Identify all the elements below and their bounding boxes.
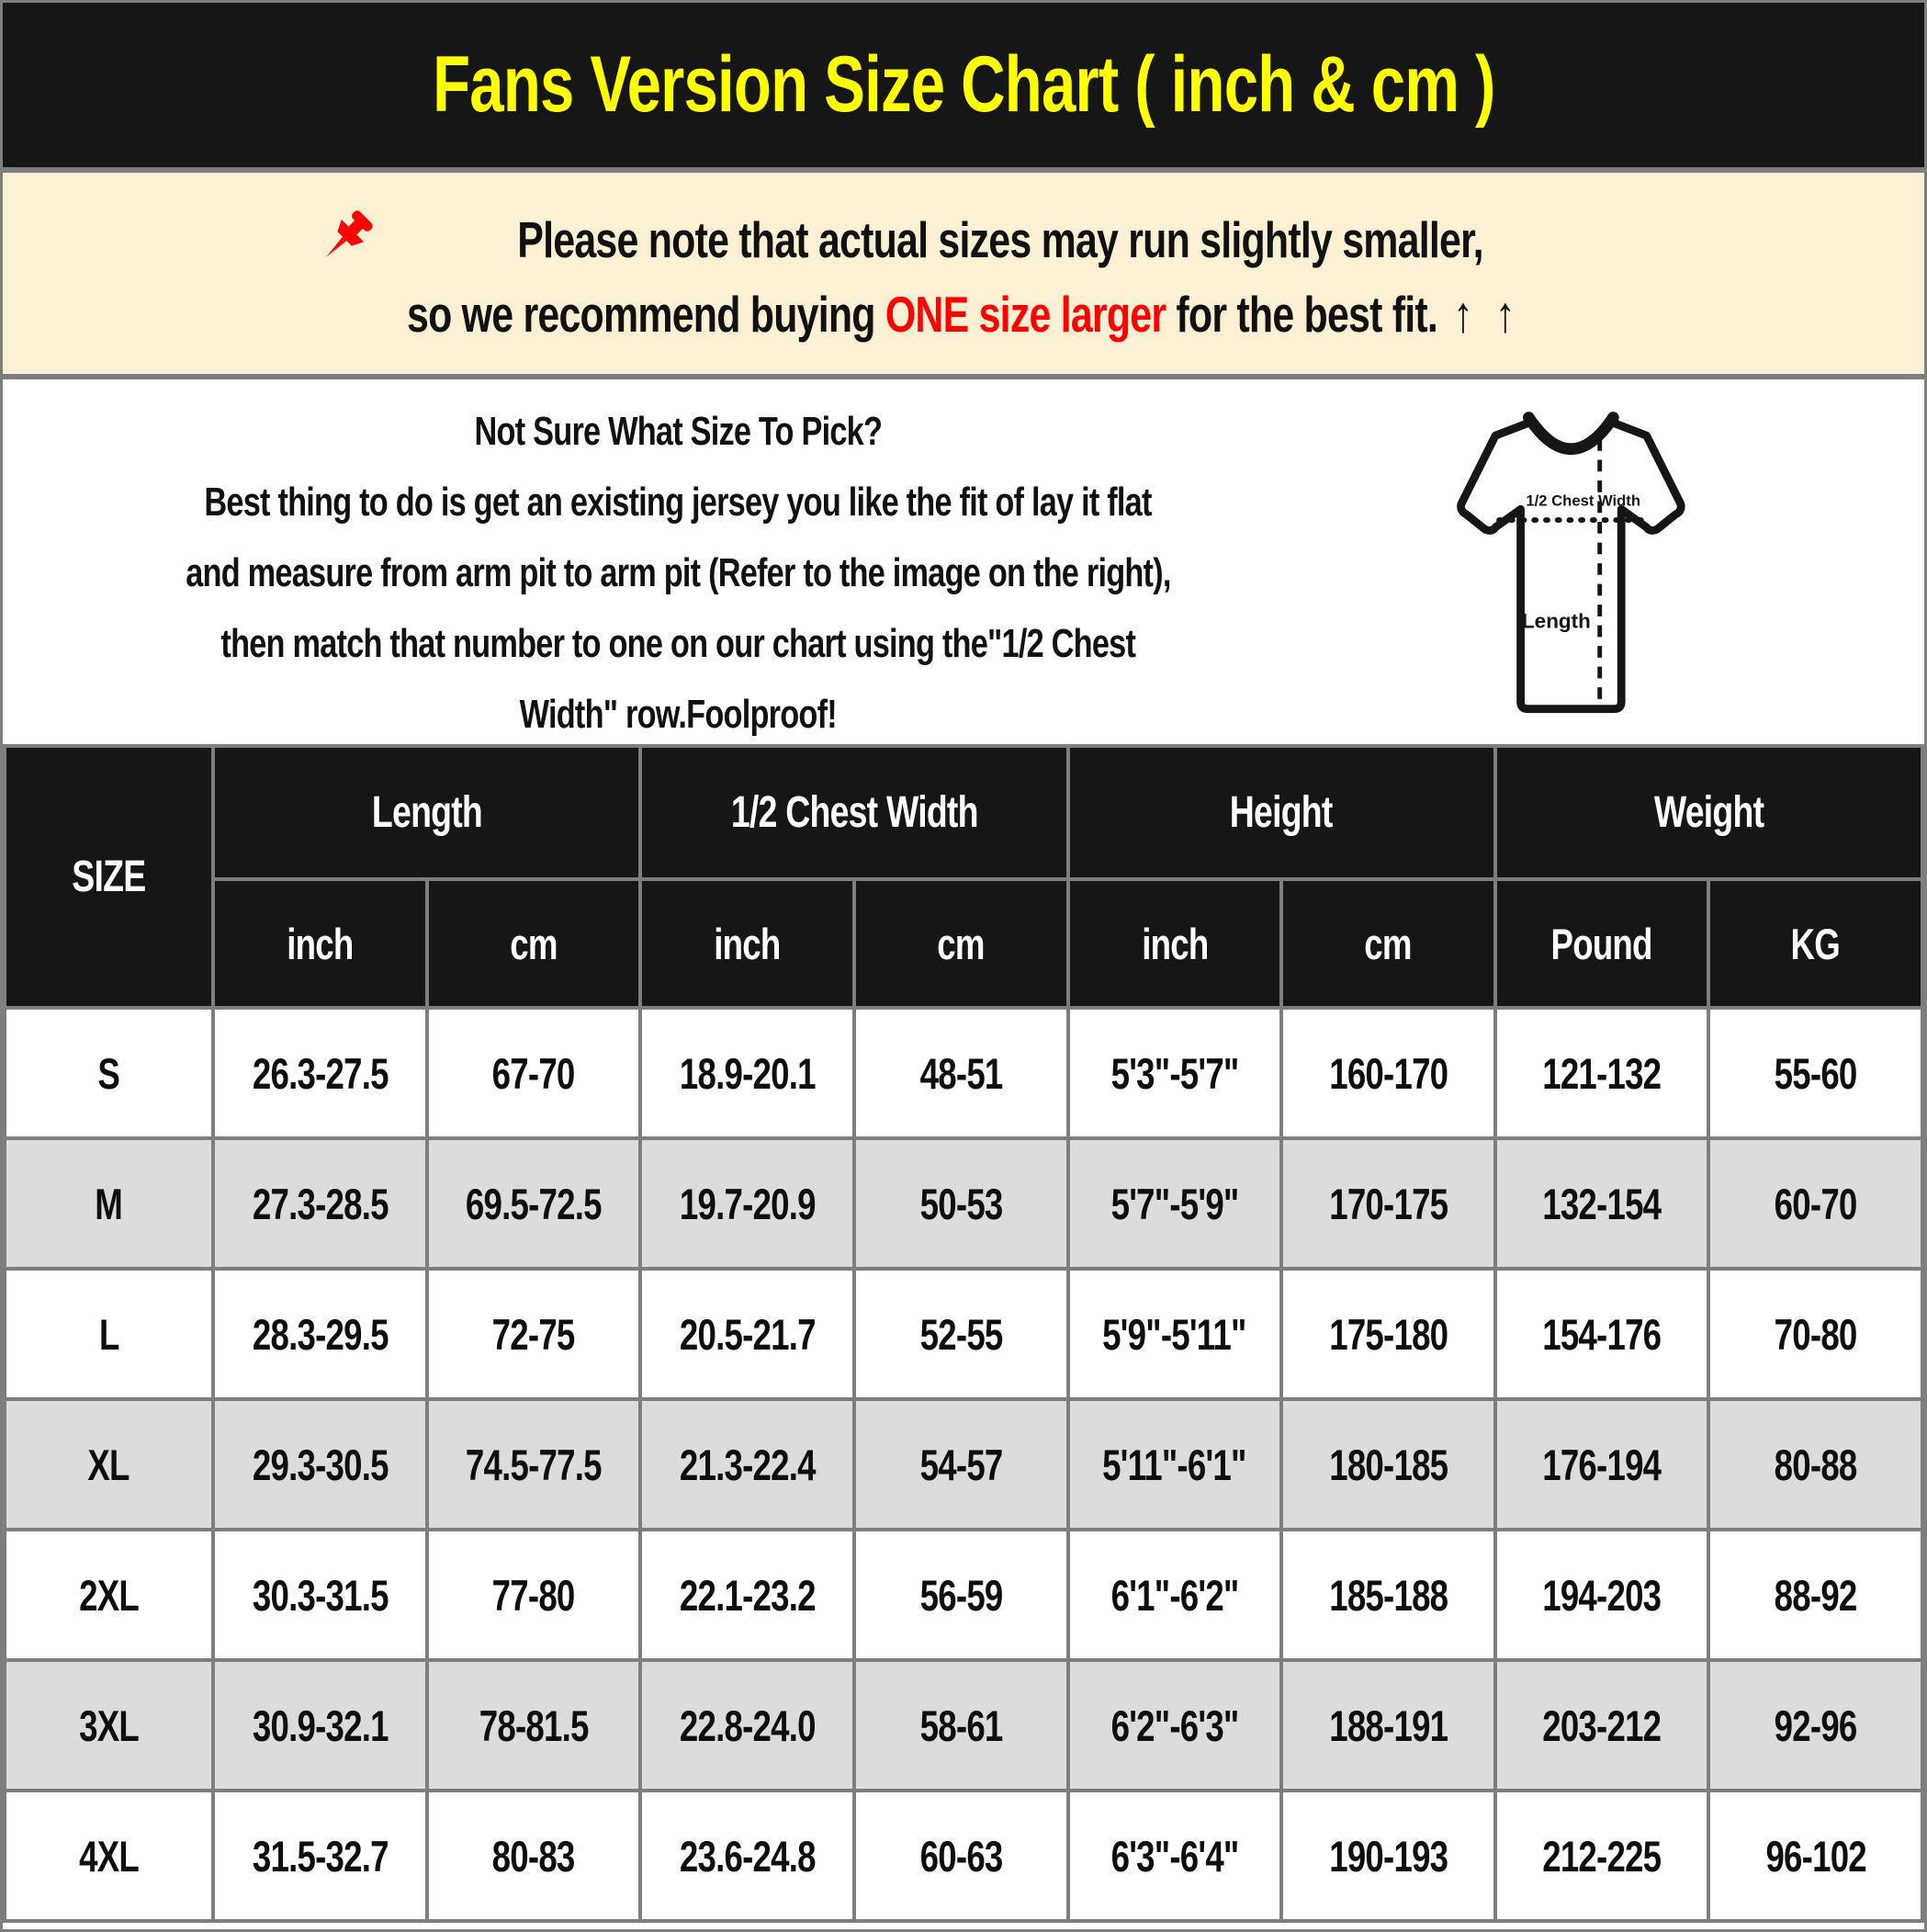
sub-header-length-inch: inch [213,879,427,1008]
table-sub-header-row [5,879,1922,1008]
length-label: Length [1521,609,1591,633]
size-cell: XL [5,1399,213,1530]
group-header-chest-width: 1/2 Chest Width [640,746,1067,879]
value-cell: 154-176 [1495,1269,1709,1399]
value-cell: 80-88 [1708,1399,1922,1530]
size-cell: 2XL [5,1530,213,1660]
value-cell: 52-55 [854,1269,1068,1399]
chest-width-label: 1/2 Chest Width [1526,491,1640,510]
note-highlight: ONE size larger [885,285,1166,343]
sizing-help-section [3,379,1924,744]
value-cell: 60-70 [1708,1138,1922,1269]
size-cell: 4XL [5,1791,213,1921]
value-cell: 30.9-32.1 [213,1660,427,1791]
col-header-size: SIZE [5,746,213,1008]
sizing-help-heading: Not Sure What Size To Pick? [474,409,882,454]
value-cell: 121-132 [1495,1008,1709,1138]
tshirt-outline [1461,421,1682,708]
size-table [3,744,1924,1923]
sub-header-height-inch: inch [1068,879,1282,1008]
value-cell: 21.3-22.4 [640,1399,854,1530]
note-line-1 [308,204,1619,276]
value-cell: 54-57 [854,1399,1068,1530]
value-cell: 5'9"-5'11" [1068,1269,1282,1399]
value-cell: 55-60 [1708,1008,1922,1138]
size-cell: S [5,1008,213,1138]
value-cell: 5'3"-5'7" [1068,1008,1282,1138]
value-cell: 88-92 [1708,1530,1922,1660]
note-text-2-suffix: for the best fit. [1165,285,1437,343]
table-row-3xl [5,1660,1922,1791]
value-cell: 77-80 [427,1530,641,1660]
value-cell: 188-191 [1281,1660,1495,1791]
value-cell: 212-225 [1495,1791,1709,1921]
tshirt-measure-diagram [1436,396,1739,738]
value-cell: 70-80 [1708,1269,1922,1399]
value-cell: 5'11"-6'1" [1068,1399,1282,1530]
table-row-2xl [5,1530,1922,1660]
value-cell: 185-188 [1281,1530,1495,1660]
note-text-2 [407,285,1521,344]
value-cell: 67-70 [427,1008,641,1138]
sub-header-weight-pound: Pound [1495,879,1709,1008]
value-cell: 92-96 [1708,1660,1922,1791]
value-cell: 180-185 [1281,1399,1495,1530]
sub-header-weight-kg: KG [1708,879,1922,1008]
value-cell: 20.5-21.7 [640,1269,854,1399]
note-banner [3,173,1924,379]
note-text-1: Please note that actual sizes may run slightly smaller, [517,210,1483,268]
value-cell: 176-194 [1495,1399,1709,1530]
sub-header-height-cm: cm [1281,879,1495,1008]
value-cell: 31.5-32.7 [213,1791,427,1921]
value-cell: 74.5-77.5 [427,1399,641,1530]
sub-header-chest-inch: inch [640,879,854,1008]
title-bar [3,3,1924,173]
page-title: Fans Version Size Chart ( inch & cm ) [432,40,1495,129]
sizing-help-line: then match that number to one on our chart using the"1/2 Chest [220,621,1135,666]
sizing-help-line: and measure from arm pit to arm pit (Refer to the image on the right), [185,550,1171,595]
value-cell: 132-154 [1495,1138,1709,1269]
value-cell: 203-212 [1495,1660,1709,1791]
note-line-2 [250,285,1678,344]
value-cell: 50-53 [854,1138,1068,1269]
value-cell: 29.3-30.5 [213,1399,427,1530]
group-header-length: Length [213,746,640,879]
value-cell: 23.6-24.8 [640,1791,854,1921]
sizing-help-text [3,396,1353,750]
table-row-4xl [5,1791,1922,1921]
group-header-height: Height [1068,746,1495,879]
value-cell: 72-75 [427,1269,641,1399]
value-cell: 60-63 [854,1791,1068,1921]
sub-header-length-cm: cm [427,879,641,1008]
table-row-xl [5,1399,1922,1530]
value-cell: 28.3-29.5 [213,1269,427,1399]
table-row-l [5,1269,1922,1399]
value-cell: 6'3"-6'4" [1068,1791,1282,1921]
group-header-weight: Weight [1495,746,1922,879]
value-cell: 58-61 [854,1660,1068,1791]
table-row-m [5,1138,1922,1269]
size-cell: L [5,1269,213,1399]
value-cell: 170-175 [1281,1138,1495,1269]
sub-header-chest-cm: cm [854,879,1068,1008]
value-cell: 80-83 [427,1791,641,1921]
value-cell: 190-193 [1281,1791,1495,1921]
table-row-s [5,1008,1922,1138]
value-cell: 194-203 [1495,1530,1709,1660]
value-cell: 175-180 [1281,1269,1495,1399]
value-cell: 22.8-24.0 [640,1660,854,1791]
value-cell: 69.5-72.5 [427,1138,641,1269]
sizing-help-line: Width" row.Foolproof! [519,692,837,737]
value-cell: 26.3-27.5 [213,1008,427,1138]
pushpin-icon [308,204,379,276]
value-cell: 48-51 [854,1008,1068,1138]
size-cell: M [5,1138,213,1269]
note-text-2-prefix: so we recommend buying [406,285,885,343]
value-cell: 6'2"-6'3" [1068,1660,1282,1791]
value-cell: 27.3-28.5 [213,1138,427,1269]
value-cell: 19.7-20.9 [640,1138,854,1269]
value-cell: 96-102 [1708,1791,1922,1921]
size-cell: 3XL [5,1660,213,1791]
sizing-help-line: Best thing to do is get an existing jersey you like the fit of lay it flat [204,480,1152,525]
value-cell: 22.1-23.2 [640,1530,854,1660]
table-group-header-row [5,746,1922,879]
value-cell: 18.9-20.1 [640,1008,854,1138]
value-cell: 160-170 [1281,1008,1495,1138]
value-cell: 6'1"-6'2" [1068,1530,1282,1660]
value-cell: 5'7"-5'9" [1068,1138,1282,1269]
up-arrows-icon: ↑ ↑ [1452,285,1521,343]
value-cell: 78-81.5 [427,1660,641,1791]
value-cell: 30.3-31.5 [213,1530,427,1660]
value-cell: 56-59 [854,1530,1068,1660]
